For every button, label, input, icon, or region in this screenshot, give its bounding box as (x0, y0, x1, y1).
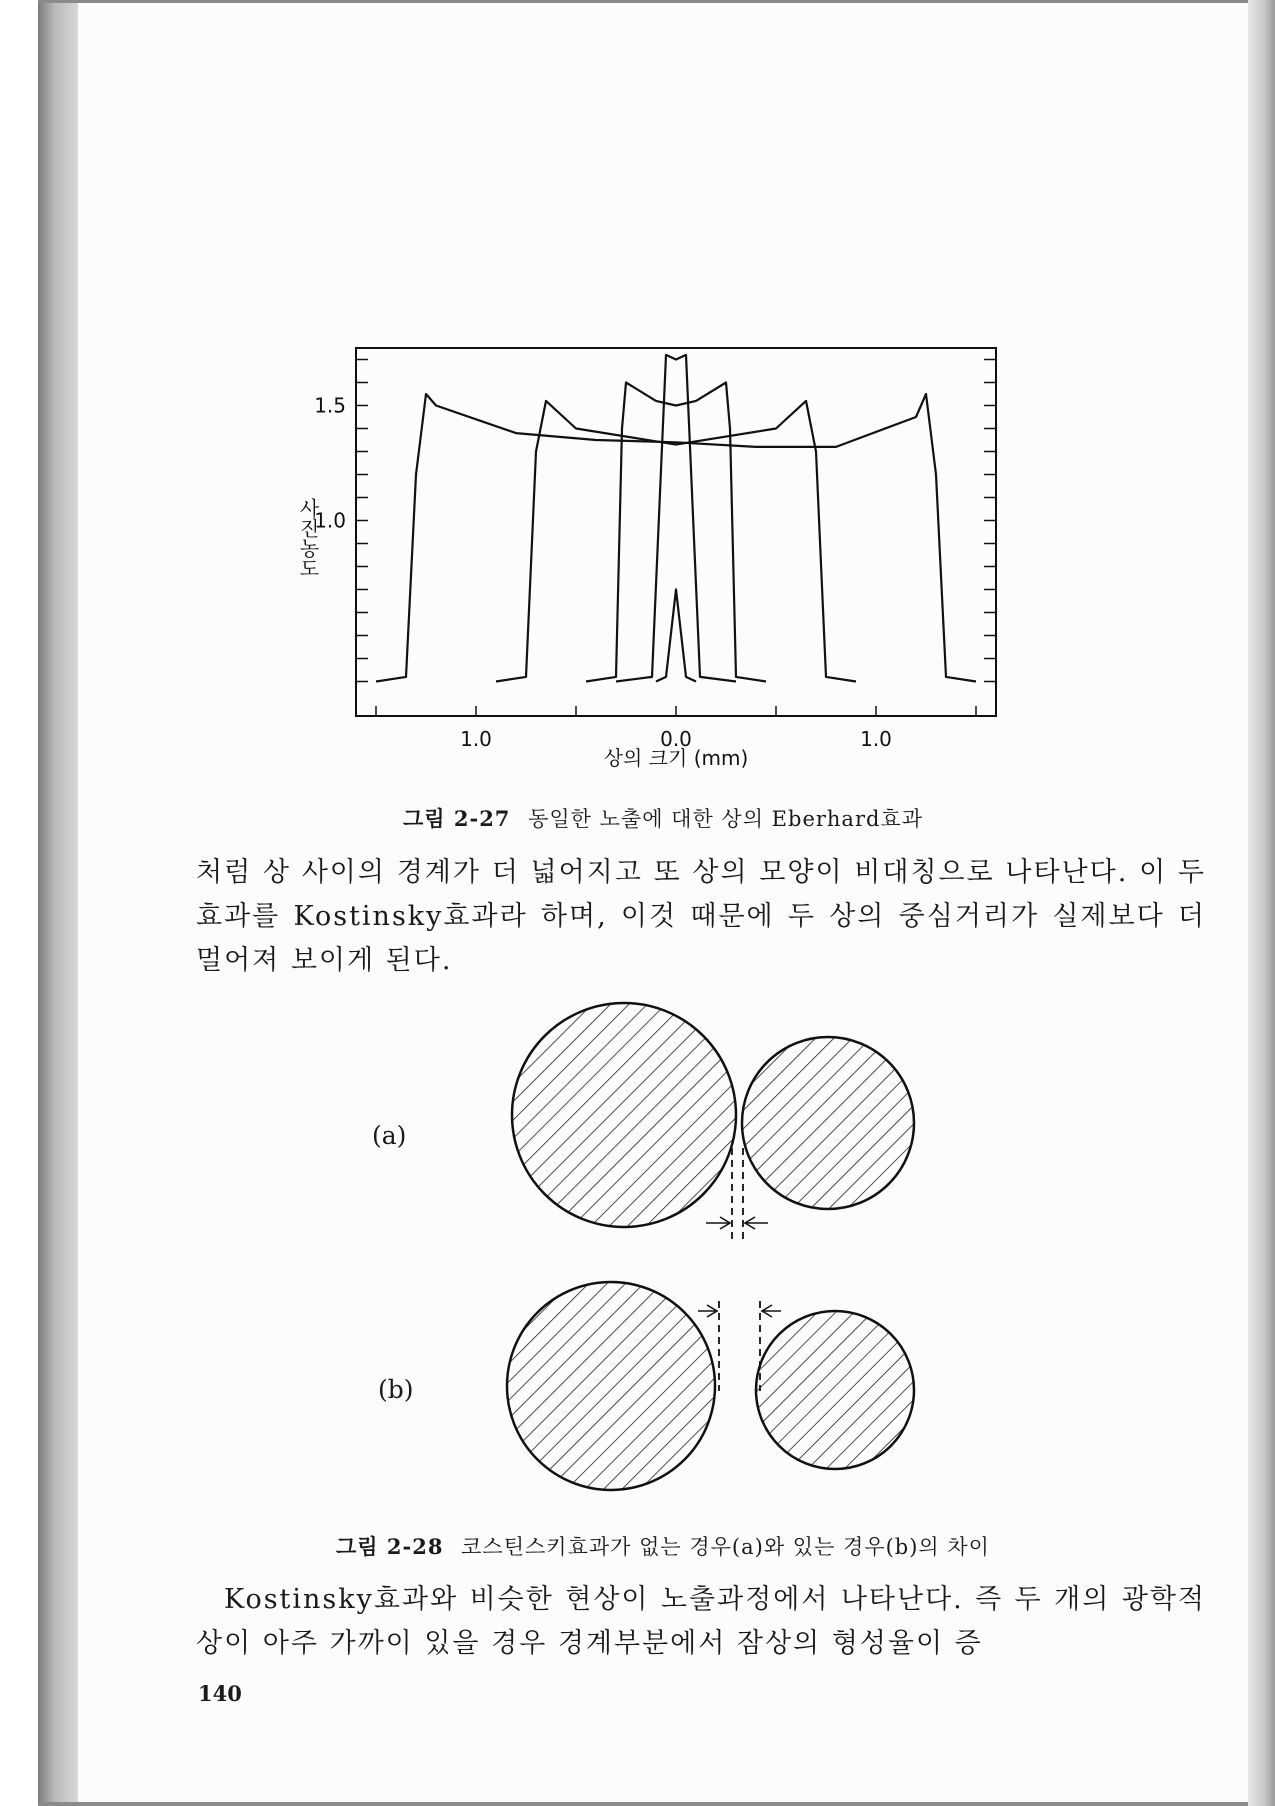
circle-b-left (507, 1282, 715, 1490)
figure-2-27-caption (78, 803, 1248, 833)
caption-text: 코스틴스키효과가 없는 경우(a)와 있는 경우(b)의 차이 (461, 1535, 990, 1559)
y-axis-label: 사진농도 (296, 498, 320, 578)
figure-2-27-chart (78, 3, 1248, 803)
book-spine-shadow (38, 0, 78, 1806)
figure-2-28-caption (78, 1531, 1248, 1561)
page-number: 140 (198, 1681, 242, 1706)
chart-series (376, 355, 976, 682)
x-axis-ticks (376, 706, 976, 751)
label-b: (b) (378, 1375, 414, 1404)
y-axis-ticks (314, 360, 996, 682)
series-line (656, 590, 696, 682)
circle-a-right (742, 1037, 914, 1209)
series-line (376, 394, 976, 682)
chart-frame (356, 348, 996, 716)
label-a: (a) (372, 1121, 407, 1150)
x-tick-label: 1.0 (860, 727, 892, 751)
figure-2-28-diagram (78, 1003, 1248, 1513)
page-edge-shadow (1248, 0, 1275, 1806)
circle-b-right (756, 1311, 914, 1469)
body-paragraph: Kostinsky효과와 비슷한 현상이 노출과정에서 나타난다. 즉 두 개의 광학적 상이 아주 가까이 있을 경우 경계부분에서 잠상의 형성율이 증 (196, 1584, 1206, 1659)
x-tick-label: 1.0 (460, 727, 492, 751)
series-line (586, 383, 766, 682)
book-page (78, 3, 1248, 1802)
series-line (616, 355, 736, 682)
x-axis-label: 상의 크기 (mm) (603, 746, 749, 770)
caption-number: 그림 2-28 (336, 1534, 444, 1559)
y-tick-label: 1.5 (314, 393, 346, 418)
caption-number: 그림 2-27 (402, 806, 511, 831)
body-paragraph: 처럼 상 사이의 경계가 더 넓어지고 또 상의 모양이 비대칭으로 나타난다. 이 두 효과를 Kostinsky효과라 하며, 이것 때문에 두 상의 중심거리가 실제보다 더 멀어져 보이게 된다. (196, 857, 1206, 976)
book-edge-bottom (38, 1802, 1248, 1806)
circle-a-left (512, 1003, 736, 1227)
x-tick-label: 0.0 (660, 727, 692, 751)
y-tick-label: 1.0 (314, 508, 346, 533)
caption-text: 동일한 노출에 대한 상의 Eberhard효과 (528, 807, 924, 831)
